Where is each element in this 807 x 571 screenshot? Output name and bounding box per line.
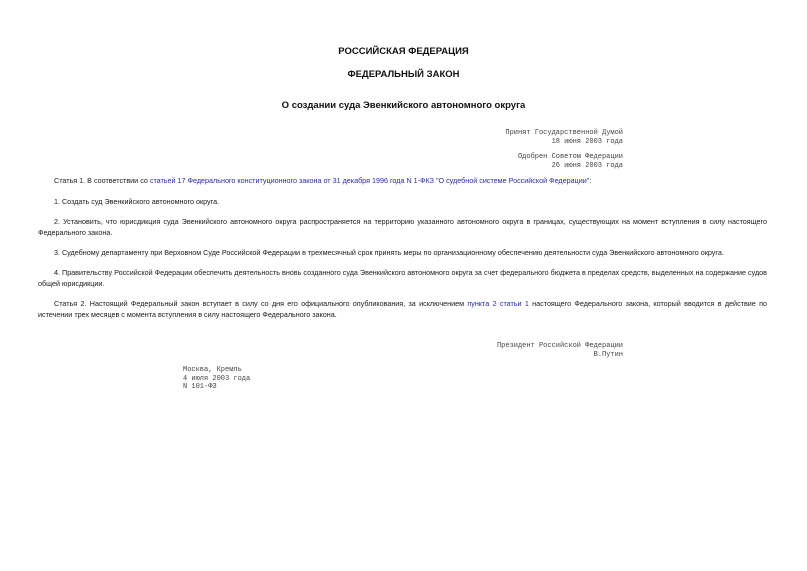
- country-heading: РОССИЙСКАЯ ФЕДЕРАЦИЯ: [338, 46, 469, 57]
- law-number: N 101-ФЗ: [183, 383, 217, 392]
- signatory-name: В.Путин: [593, 350, 623, 359]
- signing-date: 4 июля 2003 года: [183, 374, 251, 383]
- article-1-link[interactable]: статьи 1: [499, 299, 529, 308]
- article-1-item-1: 1. Создать суд Эвенкийского автономного округа.: [54, 197, 220, 206]
- duma-adoption-block: [505, 129, 623, 146]
- article-1-intro-text: Статья 1. В соответствии со: [54, 176, 150, 185]
- article-1-item-3: 3. Судебному департаменту при Верховном Суде Российской Федерации в трехмесячный срок принять меры по организационному обеспечению деятельности суда Эвенкийского автономного округа.: [54, 248, 724, 257]
- signing-place: Москва, Кремль: [183, 366, 242, 374]
- article-2-text-start: Статья 2. Настоящий Федеральный закон вступает в силу со дня его официального опубликования, за исключением: [54, 299, 468, 308]
- council-approval-label: Одобрен Советом Федерации: [517, 153, 623, 161]
- duma-adoption-date: 18 июня 2003 года: [551, 137, 623, 146]
- article-2-text-end: настоящего Федерального закона, который вводится в действие по истечении трех месяцев с момента вступления в силу настоящего Федерального закона.: [38, 299, 767, 319]
- article-1-intro: [38, 176, 767, 187]
- law-title: О создании суда Эвенкийского автономного округа: [281, 100, 526, 111]
- article-1-item-2: 2. Установить, что юрисдикция суда Эвенкийского автономного округа распространяется на территорию указанного автономного округа в границах, существующих на момент вступления в силу настоящего Федерального закона.: [38, 217, 767, 237]
- council-approval-block: [518, 153, 623, 170]
- article-1-intro-colon: :: [589, 176, 592, 185]
- place-date-block: [183, 366, 250, 392]
- duma-adoption-label: Принят Государственной Думой: [505, 129, 623, 137]
- article-1-item-4: 4. Правительству Российской Федерации обеспечить деятельность вновь созданного суда Эвенкийского автономного округа за счет федерального бюджета в пределах средств, выделенных на содержание судов общей юрисдикции.: [38, 268, 767, 288]
- fkz-article-17-link[interactable]: статьей 17 Федерального конституционного закона от 31 декабря 1996 года N 1-ФКЗ "О судебной системе Российской Федерации": [149, 176, 590, 185]
- signatory-position: Президент Российской Федерации: [496, 342, 623, 350]
- signature-block: [497, 342, 623, 359]
- article-2: [38, 299, 767, 320]
- clause-2-link[interactable]: пункта 2: [467, 299, 497, 308]
- law-type-heading: ФЕДЕРАЛЬНЫЙ ЗАКОН: [347, 69, 460, 80]
- council-approval-date: 26 июня 2003 года: [551, 161, 623, 170]
